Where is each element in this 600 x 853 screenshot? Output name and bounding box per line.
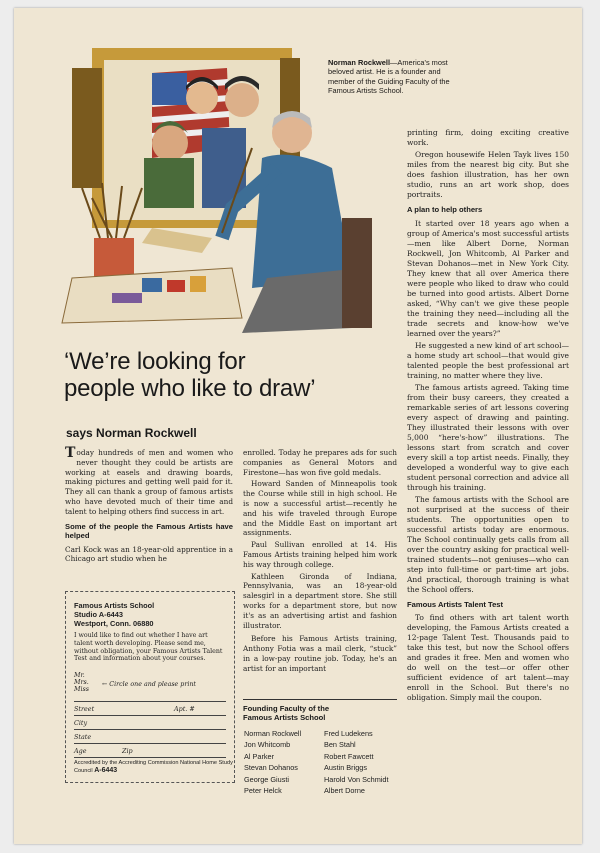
circle-note: ← Circle one and please print — [102, 681, 196, 688]
faculty-member: Peter Helck — [244, 786, 282, 796]
faculty-member: Jon Whitcomb — [244, 740, 291, 750]
coupon-code: A-6443 — [94, 767, 118, 774]
painted-face — [225, 83, 259, 117]
coupon-message: I would like to find out whether I have art talent worth developing. Please send me, without obligation, your Famous Artists Talent Test and information about your courses. — [74, 632, 223, 663]
paragraph: Kathleen Gironda of Indiana, Pennsylvania, was an 18-year-old salesgirl in a department store. She still works for a department store, but now it's as an advertising artist and fashion illustrator. — [243, 571, 397, 630]
paragraph: Paul Sullivan enrolled at 14. His Famous Artists training helped him work his way through college. — [243, 540, 397, 569]
faculty-divider — [243, 699, 397, 700]
mail-coupon[interactable] — [65, 591, 235, 783]
faculty-member: Ben Stahl — [324, 740, 356, 750]
paragraph: It started over 18 years ago when a group of America's most successful artists—men like Albert Dorne, Norman Rockwell, Jon Whitcomb, Al Parker and Stevan Dohanos—met in New York City. They knew that all over America there were people who liked to draw who could be turned into good artists. Albert Dorne asked, “Why can't we give these people the training they need—including all the trade secrets and know-how we've learned over the years?” — [407, 218, 569, 338]
paragraph: The famous artists with the School are not surprised at the success of their students. The opportunities open to successful artists today are enormous. The School continually gets calls from all over the country asking for practical well-trained students—not geniuses—who can step into full-time or part-time art jobs. And practical, thorough training is what the School offers. — [407, 494, 569, 594]
caption-text: —America's most beloved artist. He is a founder and member of the Guiding Faculty of the Famous Artists School. — [328, 58, 450, 96]
column-1 — [65, 445, 233, 566]
accreditation-note: Accredited by the Accrediting Commission National Home Study Council A-6443 — [74, 760, 233, 774]
honorific-options[interactable]: Mr. Mrs. Miss — [74, 672, 89, 694]
section-heading: Famous Artists Talent Test — [407, 599, 504, 609]
paragraph: Before his Famous Artists training, Anthony Fotia was a mail clerk, “stuck” in a low-pay routine job. Today, he's an artist for an important — [243, 634, 397, 673]
drop-cap: T — [65, 445, 76, 461]
painted-face — [152, 125, 188, 161]
section-heading: A plan to help others — [407, 205, 483, 214]
headline — [64, 348, 384, 402]
faculty-member: Austin Briggs — [324, 763, 367, 773]
faculty-member: Stevan Dohanos — [244, 763, 298, 773]
faculty-list-left — [244, 728, 301, 796]
faculty-member: Fred Ludekens — [324, 729, 373, 738]
paragraph: printing firm, doing exciting creative work. — [407, 128, 569, 147]
coupon-address: Famous Artists School Studio A-6443 Westport, Conn. 06880 — [74, 601, 155, 628]
painted-face — [186, 82, 218, 114]
paragraph: Oregon housewife Helen Tayk lives 150 miles from the nearest big city. But she does fashion illustration, has her own studio, runs an art work shop, does portraits. — [407, 150, 569, 199]
byline: says Norman Rockwell — [66, 426, 197, 440]
faculty-member: Norman Rockwell — [244, 729, 302, 738]
magazine-page — [14, 8, 582, 844]
paragraph: To find others with art talent worth developing, the Famous Artists created a 12-page Talent Test. Thousands paid to take this test, but now the School offers and grades it free. Men and women who do well on the test—or offer other sufficient evidence of art talent—may enroll in the School. But there's no obligation. Simply mail the coupon. — [407, 613, 569, 702]
paragraph: Howard Sanden of Minneapolis took the Course while still in high school. He is now a successful artist—recently he and his wife traveled through Europe and the Middle East on important art assignments. — [243, 479, 397, 538]
age-zip-field[interactable]: Age Zip — [74, 747, 226, 758]
brush-pot — [94, 238, 134, 278]
faculty-member: Harold Von Schmidt — [324, 774, 389, 784]
headline-line-2: people who like to draw’ — [64, 375, 316, 402]
headline-line-1: ‘We’re looking for — [64, 348, 246, 375]
faculty-list-right — [324, 728, 389, 796]
faculty-member: George Giusti — [244, 774, 290, 784]
intro-paragraph: Today hundreds of men and women who never thought they could be artists are working at easels and drawing boards, making pictures and getting well paid for it. They all can thank a group of famous artists who have devoted much of their time and talent to helping others find success in art. — [65, 445, 233, 516]
state-field[interactable]: State — [74, 733, 226, 744]
caption-name: Norman Rockwell — [328, 58, 391, 67]
faculty-member: Robert Fawcett — [324, 751, 374, 761]
city-field[interactable]: City — [74, 719, 226, 730]
paragraph: Carl Kock was an 18-year-old apprentice in a Chicago art studio when he — [65, 544, 233, 564]
section-heading: Some of the people the Famous Artists have helped — [65, 521, 233, 541]
illustration-caption — [328, 58, 468, 96]
name-field[interactable] — [74, 691, 226, 702]
faculty-title: Founding Faculty of the Famous Artists School — [243, 704, 330, 722]
street-field[interactable]: Street Apt. # — [74, 705, 226, 716]
paragraph: The famous artists agreed. Taking time from their busy careers, they created a remarkable series of art lessons covering every aspect of drawing and painting. They illustrated their lessons with over 5,000 “here's-how” illustrations. The lessons start from scratch and cover every skill a top artist needs. Finally, they developed a wonderful way to give each student personal correction and advice all through his training. — [407, 382, 569, 492]
faculty-member: Albert Dorne — [324, 786, 365, 796]
paragraph: enrolled. Today he prepares ads for such companies as General Motors and Firestone—has won five gold medals. — [243, 448, 397, 477]
column-3 — [407, 128, 569, 705]
paragraph: He suggested a new kind of art school—a home study art school—that would give talented people the best professional art training, no matter where they live. — [407, 340, 569, 380]
column-2 — [243, 448, 397, 676]
faculty-member: Al Parker — [244, 751, 275, 761]
